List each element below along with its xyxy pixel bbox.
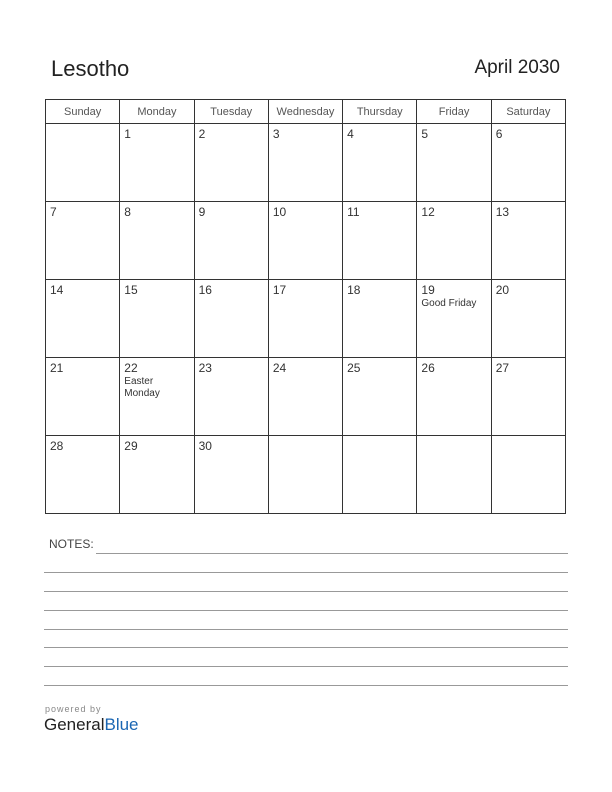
day-number: 16: [198, 283, 212, 297]
day-number: 22: [124, 361, 138, 375]
calendar-day-cell: [491, 202, 565, 280]
calendar-day-cell: [268, 358, 342, 436]
day-number: 6: [495, 127, 503, 141]
calendar-day-cell: [343, 436, 417, 514]
calendar-day-cell: [417, 436, 491, 514]
calendar-day-cell: [120, 436, 194, 514]
weekday-header-row: [46, 100, 566, 124]
weekday-header: Wednesday: [268, 100, 342, 124]
day-number: [492, 436, 565, 439]
day-number: [343, 436, 416, 439]
day-number: 26: [421, 361, 435, 375]
day-number: 2: [198, 127, 206, 141]
calendar-week-row: [46, 436, 566, 514]
day-number: 15: [124, 283, 138, 297]
calendar-day-cell: [46, 202, 120, 280]
day-number: 3: [272, 127, 280, 141]
weekday-header: Saturday: [491, 100, 565, 124]
calendar-day-cell: [194, 124, 268, 202]
calendar-day-cell: [268, 436, 342, 514]
day-number: 12: [421, 205, 435, 219]
day-number: [46, 124, 119, 127]
month-title: April 2030: [474, 57, 560, 78]
calendar-day-cell: [491, 280, 565, 358]
day-number: [417, 436, 490, 439]
calendar-day-cell: [268, 124, 342, 202]
notes-line: [44, 666, 568, 667]
calendar-day-cell: [343, 358, 417, 436]
day-number: 13: [495, 205, 510, 219]
day-number: 7: [50, 205, 57, 219]
logo-blue: Blue: [104, 715, 139, 734]
calendar-day-cell: [417, 202, 491, 280]
day-number: 24: [272, 361, 287, 375]
weekday-header: Sunday: [46, 100, 120, 124]
day-number: 21: [50, 361, 64, 375]
calendar-day-cell: [194, 202, 268, 280]
calendar-week-row: [46, 358, 566, 436]
day-number: 19: [421, 283, 435, 297]
day-number: 20: [495, 283, 510, 297]
day-number: 11: [347, 205, 360, 219]
calendar-day-cell: [120, 202, 194, 280]
calendar-day-cell: [120, 124, 194, 202]
calendar-day-cell: [343, 124, 417, 202]
calendar-day-cell: [120, 358, 194, 436]
day-number: 17: [272, 283, 287, 297]
calendar-day-cell: [120, 280, 194, 358]
day-number: 4: [347, 127, 354, 141]
day-number: 29: [124, 439, 138, 453]
day-number: 8: [124, 205, 131, 219]
calendar-week-row: [46, 280, 566, 358]
day-number: 10: [272, 205, 287, 219]
calendar-day-cell: [268, 202, 342, 280]
day-number: 28: [50, 439, 64, 453]
notes-line: [44, 629, 568, 630]
weekday-header: Monday: [120, 100, 194, 124]
calendar-day-cell: [491, 124, 565, 202]
calendar-day-cell: [343, 202, 417, 280]
brand-footer: [44, 704, 139, 735]
calendar-day-cell: [417, 280, 491, 358]
day-number: 18: [347, 283, 361, 297]
calendar-day-cell: [491, 436, 565, 514]
calendar-day-cell: [194, 280, 268, 358]
country-title: Lesotho: [51, 56, 130, 81]
day-number: 27: [495, 361, 510, 375]
powered-by-text: powered by: [45, 704, 102, 714]
calendar-day-cell: [343, 280, 417, 358]
day-number: 5: [421, 127, 429, 141]
day-number: 1: [124, 127, 131, 141]
calendar-day-cell: [268, 280, 342, 358]
notes-line: [44, 591, 568, 592]
notes-label: NOTES:: [49, 537, 94, 551]
calendar-day-cell: [417, 358, 491, 436]
notes-line: [44, 647, 568, 648]
day-number: 9: [198, 205, 206, 219]
calendar-day-cell: [194, 436, 268, 514]
general-blue-logo: [44, 715, 139, 735]
calendar-day-cell: [417, 124, 491, 202]
holiday-label: Easter Monday: [124, 376, 160, 399]
calendar-day-cell: [46, 358, 120, 436]
day-number: 14: [50, 283, 64, 297]
day-number: [269, 436, 342, 439]
calendar-day-cell: [46, 280, 120, 358]
calendar-week-row: [46, 124, 566, 202]
day-number: 30: [198, 439, 212, 453]
calendar-grid: [45, 99, 566, 514]
calendar-day-cell: [491, 358, 565, 436]
notes-line: [44, 685, 568, 686]
day-number: 23: [198, 361, 212, 375]
weekday-header: Friday: [417, 100, 491, 124]
calendar-day-cell: [194, 358, 268, 436]
day-number: 25: [347, 361, 361, 375]
notes-line: [44, 572, 568, 573]
calendar-day-cell: [46, 436, 120, 514]
weekday-header: Tuesday: [194, 100, 268, 124]
weekday-header: Thursday: [343, 100, 417, 124]
notes-line: [96, 553, 568, 554]
notes-line: [44, 610, 568, 611]
calendar-day-cell: [46, 124, 120, 202]
logo-general: General: [44, 715, 105, 734]
calendar-week-row: [46, 202, 566, 280]
holiday-label: Good Friday: [421, 298, 477, 309]
